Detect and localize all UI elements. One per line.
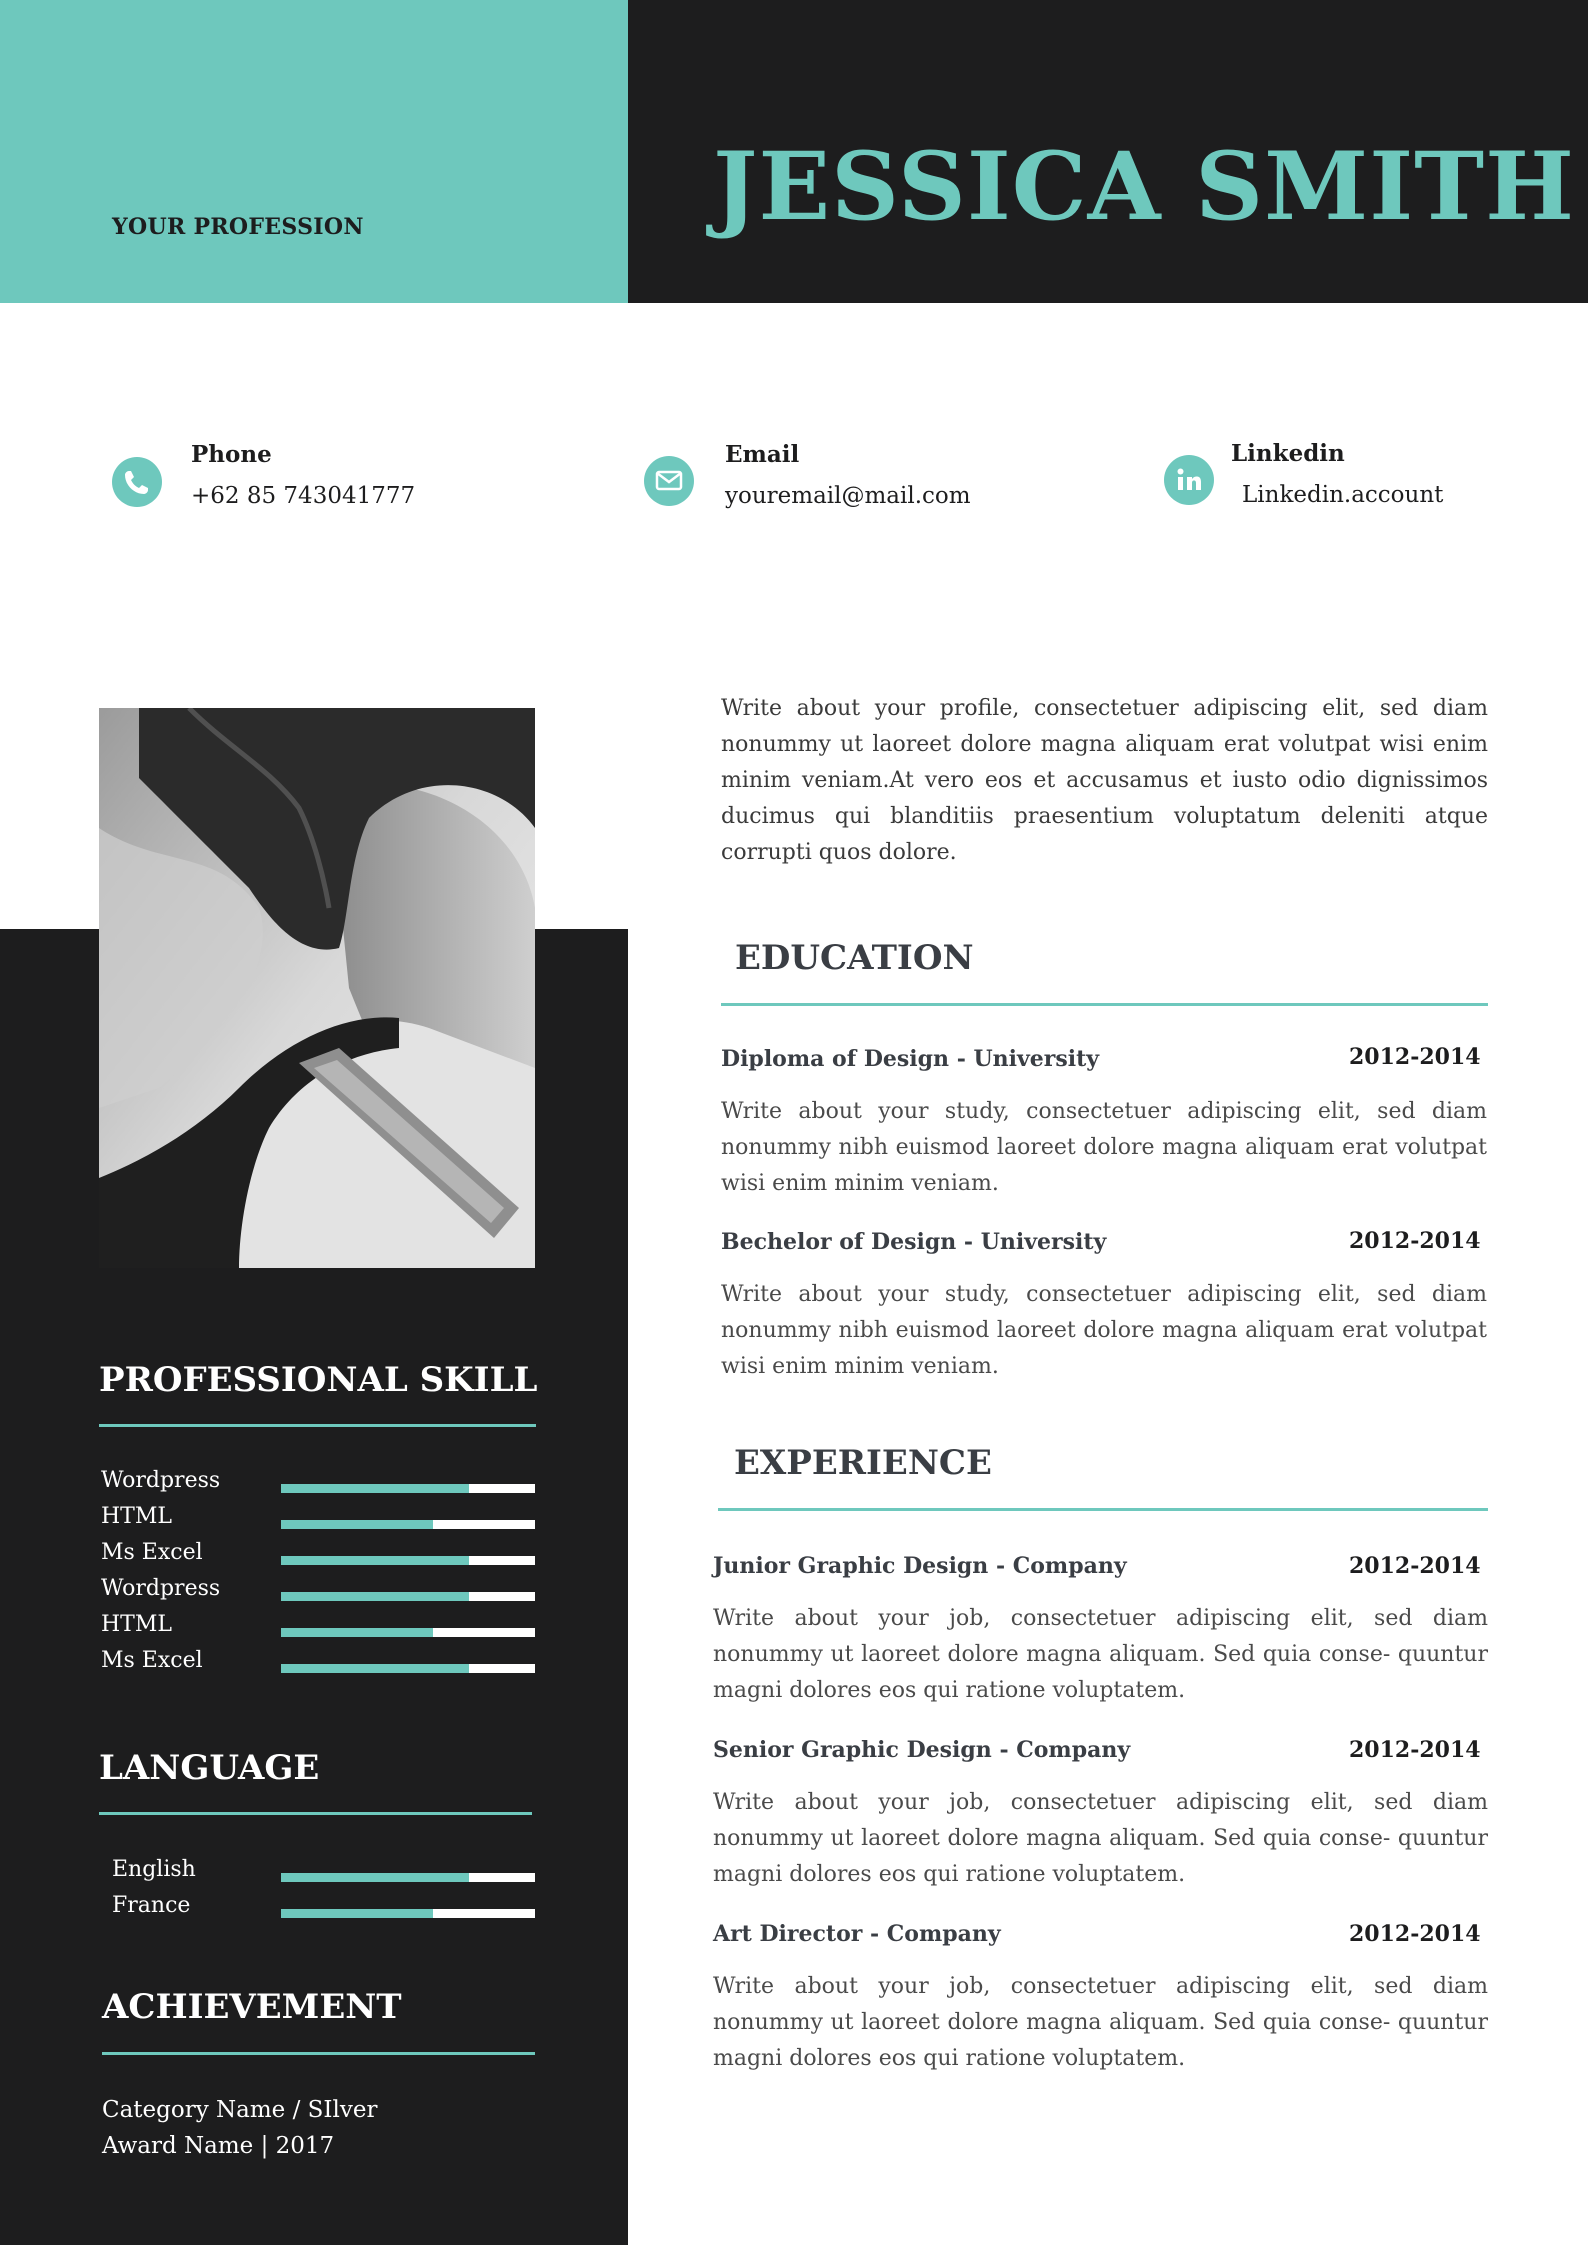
experience-divider [718, 1508, 1488, 1511]
skill-level-fill [281, 1592, 469, 1601]
profession-title: YOUR PROFESSION [112, 214, 364, 240]
skill-level-bar [281, 1484, 535, 1493]
contact-label-phone: Phone [191, 441, 272, 468]
skill-level-bar [281, 1520, 535, 1529]
education-item-title: Bechelor of Design - University [721, 1229, 1107, 1255]
profile-summary: Write about your profile, consectetuer adipiscing elit, sed diam nonummy ut laoreet dolore magna aliquam erat volutpat wisi enim minim veniam.At vero eos et accusamus et iusto odio dignissimos ducimus qui blanditiis praesentium voluptatum deleniti atque corrupti quos dolore. [721, 696, 1488, 865]
education-divider [721, 1003, 1488, 1006]
skill-label: Wordpress [101, 1468, 221, 1493]
language-label: France [112, 1893, 191, 1918]
skills-divider [99, 1424, 536, 1427]
experience-item-year: 2012-2014 [1349, 1921, 1481, 1947]
language-divider [99, 1812, 532, 1815]
contact-value-phone: +62 85 743041777 [191, 483, 416, 509]
profile-photo [99, 708, 535, 1268]
mail-icon [644, 456, 694, 506]
skill-level-fill [281, 1628, 433, 1637]
experience-item-desc: Write about your job, consectetuer adipiscing elit, sed diam nonummy ut laoreet dolore magna aliquam. Sed quia conse- quuntur magni dolores eos qui ratione voluptatem. [713, 1974, 1488, 2071]
skill-level-bar [281, 1556, 535, 1565]
language-level-fill [281, 1873, 469, 1882]
education-item-year: 2012-2014 [1349, 1044, 1481, 1070]
achievement-award: Award Name | 2017 [102, 2133, 335, 2159]
education-item-year: 2012-2014 [1349, 1228, 1481, 1254]
skill-label: HTML [101, 1612, 172, 1637]
achievement-divider [102, 2052, 535, 2055]
skill-label: Ms Excel [101, 1648, 203, 1673]
contact-value-email[interactable]: youremail@mail.com [725, 483, 971, 509]
contact-label-linkedin: Linkedin [1231, 440, 1345, 467]
contact-value-linkedin[interactable]: Linkedin.account [1242, 482, 1444, 508]
skill-level-bar [281, 1664, 535, 1673]
contact-label-email: Email [725, 441, 800, 468]
skill-level-fill [281, 1664, 469, 1673]
experience-item-year: 2012-2014 [1349, 1737, 1481, 1763]
experience-item-title: Art Director - Company [713, 1921, 1001, 1947]
language-level-bar [281, 1873, 535, 1882]
skill-label: Wordpress [101, 1576, 221, 1601]
language-level-bar [281, 1909, 535, 1918]
education-item-title: Diploma of Design - University [721, 1046, 1100, 1072]
experience-item-desc: Write about your job, consectetuer adipiscing elit, sed diam nonummy ut laoreet dolore magna aliquam. Sed quia conse- quuntur magni dolores eos qui ratione voluptatem. [713, 1606, 1488, 1703]
skill-level-bar [281, 1592, 535, 1601]
education-heading: EDUCATION [735, 938, 974, 978]
skill-level-fill [281, 1520, 433, 1529]
skills-heading: PROFESSIONAL SKILL [99, 1360, 538, 1400]
skill-level-bar [281, 1628, 535, 1637]
skill-level-fill [281, 1556, 469, 1565]
education-item-desc: Write about your study, consectetuer adipiscing elit, sed diam nonummy nibh euismod laoreet dolore magna aliquam erat volutpat wisi enim minim veniam. [721, 1282, 1487, 1379]
education-item-desc: Write about your study, consectetuer adipiscing elit, sed diam nonummy nibh euismod laoreet dolore magna aliquam erat volutpat wisi enim minim veniam. [721, 1099, 1487, 1196]
achievement-heading: ACHIEVEMENT [102, 1987, 402, 2027]
experience-item-title: Senior Graphic Design - Company [713, 1737, 1131, 1763]
language-heading: LANGUAGE [99, 1748, 320, 1788]
experience-item-title: Junior Graphic Design - Company [713, 1553, 1127, 1579]
linkedin-icon [1164, 455, 1214, 505]
skill-label: HTML [101, 1504, 172, 1529]
achievement-category: Category Name / SIlver [102, 2097, 378, 2123]
experience-heading: EXPERIENCE [734, 1443, 992, 1483]
header-accent-panel [0, 0, 628, 303]
experience-item-desc: Write about your job, consectetuer adipiscing elit, sed diam nonummy ut laoreet dolore magna aliquam. Sed quia conse- quuntur magni dolores eos qui ratione voluptatem. [713, 1790, 1488, 1887]
language-level-fill [281, 1909, 433, 1918]
language-label: English [112, 1857, 196, 1882]
candidate-name: JESSICA SMITH [713, 132, 1575, 242]
phone-icon [112, 457, 162, 507]
skill-label: Ms Excel [101, 1540, 203, 1565]
skill-level-fill [281, 1484, 469, 1493]
experience-item-year: 2012-2014 [1349, 1553, 1481, 1579]
